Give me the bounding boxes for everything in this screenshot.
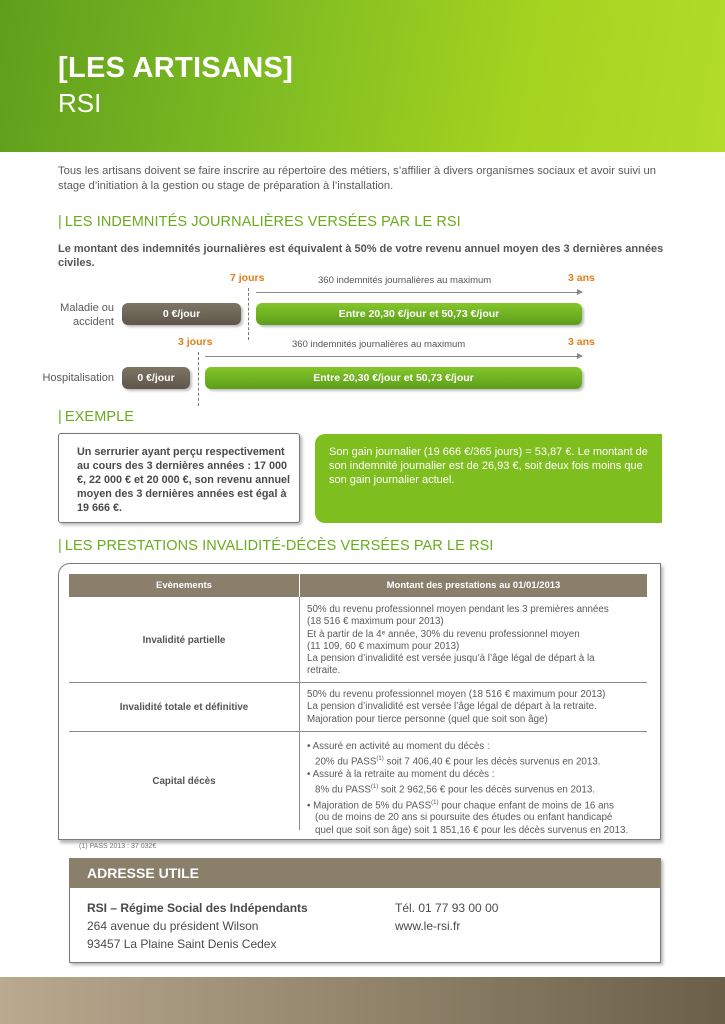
hospi-range-pill: Entre 20,30 €/jour et 50,73 €/jour [205,367,582,389]
address-website-link[interactable]: www.le-rsi.fr [395,919,461,933]
hospi-dash [198,352,199,406]
indemnites-lead: Le montant des indemnités journalières est équivalent à 50% de votre revenu annuel moyen des 3 dernières années civiles. [58,243,664,269]
section-title-prestations: | LES PRESTATIONS INVALIDITÉ-DÉCÈS VERSÉES PAR LE RSI [58,538,494,554]
table-row-event: Invalidité totale et définitive [119,701,249,713]
example-box-right [315,434,662,523]
table-header-events: Evènements [69,574,299,597]
maladie-row-label: Maladie ou accident [60,302,114,328]
address-org: RSI – Régime Social des Indépendants [87,901,308,915]
hospi-note: 360 indemnités journalières au maximum [292,339,466,350]
table-row-amount: 50% du revenu professionnel moyen pendant les 3 premières années (18 516 € maximum pour 2013) Et à partir de la 4ᵉ année, 30% du revenu professionnel moyen (11 109, 60 € maximum pour 2013) La pension d’invalidité est versée jusqu’à l’âge légal de départ à la retraite. [307,604,609,677]
address-phone: Tél. 01 77 93 00 00 [395,901,499,915]
section-title-indemnites: | LES INDEMNITÉS JOURNALIÈRES VERSÉES PAR LE RSI [58,214,461,230]
maladie-dash [248,288,249,340]
example-left-text: Un serrurier ayant perçu respectivement au cours des 3 dernières années : 17 000 €, 22 000 € et 20 000 €, son revenu annuel moyen des 3 dernières années est égal à 19 666 €. [77,446,291,514]
table-header-amounts: Montant des prestations au 01/01/2013 [300,574,647,597]
table-column-divider [299,597,300,830]
maladie-zero-pill: 0 €/jour [122,303,241,325]
address-street: 264 avenue du président Wilson [87,919,259,933]
table-row-amount: • Assuré en activité au moment du décès : 20% du PASS$^{(1)}$ soit 7 406,40 € pour les décès survenus en 2013. • Assuré à la retraite au moment du décès : 8% du PASS$^{(1)}$ soit 2 962,56 € pour les décès survenus en 2013. • Majoration de 5% du PASS$^{(1)}$ pour chaque enfant de moins de 16 ans (ou de moins de 20 ans si poursuite des études ou enfant handicapé quel que soit son âge) soit 1 851,16 € pour les décès survenus en 2013. [307,741,629,836]
table-row-event: Invalidité partielle [142,634,226,646]
hospi-carence-label: 3 jours [178,336,213,348]
address-city: 93457 La Plaine Saint Denis Cedex [87,937,277,951]
table-footnote: (1) PASS 2013 : 37 032€ [79,843,157,850]
hospi-row-label: Hospitalisation [42,372,114,384]
hospi-zero-pill: 0 €/jour [122,367,190,389]
maladie-range-pill: Entre 20,30 €/jour et 50,73 €/jour [256,303,582,325]
footer-band [0,977,725,1024]
hospi-duree-label: 3 ans [568,336,595,348]
header-banner [0,0,725,152]
page-title: [LES ARTISANS] [58,52,294,84]
table-row-event: Capital décès [152,775,216,787]
table-row-amount: 50% du revenu professionnel moyen (18 516 € maximum pour 2013) La pension d’invalidité est versée l’âge légal de départ à la retraite. Majoration pour tierce personne (quel que soit son âge) [307,689,606,725]
page-subtitle: RSI [58,88,102,118]
maladie-carence-label: 7 jours [230,272,265,284]
maladie-duree-label: 3 ans [568,272,595,284]
example-right-text: Son gain journalier (19 666 €/365 jours) = 53,87 €. Le montant de son indemnité journalier est de 26,93 €, soit deux fois moins que son gain journalier actuel. [329,446,648,486]
maladie-arrow [256,292,582,293]
hospi-arrow [205,356,582,357]
section-title-exemple: | EXEMPLE [58,409,135,425]
example-box-left [58,433,300,523]
intro-text: Tous les artisans doivent se faire inscrire au répertoire des métiers, s’affilier à divers organismes sociaux et avoir suivi un stage d’initiation à la gestion ou stage de préparation à l’installation. [58,165,656,192]
maladie-note: 360 indemnités journalières au maximum [318,275,492,286]
address-title: ADRESSE UTILE [69,858,661,888]
